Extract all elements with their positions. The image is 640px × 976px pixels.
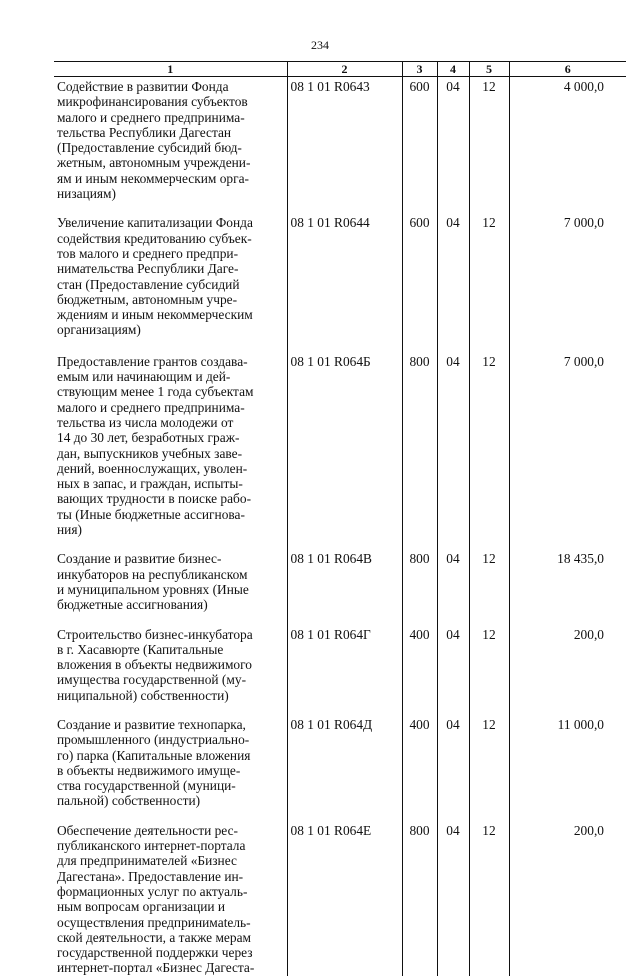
row-col5: 12: [469, 549, 509, 612]
row-code: 08 1 01 R064Б: [287, 352, 402, 538]
column-header: 6: [509, 62, 626, 77]
spacer-cell: [469, 537, 509, 549]
row-code: 08 1 01 R0643: [287, 77, 402, 202]
spacer-cell: [509, 809, 626, 821]
row-code: 08 1 01 R064Е: [287, 821, 402, 976]
table-header-row: [54, 62, 626, 77]
spacer-cell: [402, 809, 437, 821]
row-description: Создание и развитие бизнес- инкубаторов на республиканском и муниципальном уровнях (Иные бюджетные ассигнования): [54, 549, 287, 612]
spacer-cell: [509, 537, 626, 549]
spacer-cell: [54, 338, 287, 352]
column-header: 2: [287, 62, 402, 77]
row-col3: 800: [402, 821, 437, 976]
spacer-cell: [469, 338, 509, 352]
spacer-cell: [437, 537, 469, 549]
row-spacer: [54, 201, 626, 213]
spacer-cell: [402, 537, 437, 549]
spacer-cell: [437, 338, 469, 352]
spacer-cell: [287, 537, 402, 549]
row-col4: 04: [437, 549, 469, 612]
row-amount: 200,0: [509, 821, 626, 976]
row-col3: 600: [402, 213, 437, 337]
column-header: 3: [402, 62, 437, 77]
spacer-cell: [402, 338, 437, 352]
row-code: 08 1 01 R064Г: [287, 625, 402, 703]
page-number: 234: [311, 38, 329, 52]
row-code: 08 1 01 R0644: [287, 213, 402, 337]
row-col5: 12: [469, 77, 509, 202]
spacer-cell: [509, 201, 626, 213]
row-spacer: [54, 338, 626, 352]
row-col3: 800: [402, 549, 437, 612]
table-row: [54, 715, 626, 809]
spacer-cell: [509, 613, 626, 625]
row-col3: 600: [402, 77, 437, 202]
spacer-cell: [287, 201, 402, 213]
budget-table: [54, 61, 626, 976]
row-spacer: [54, 613, 626, 625]
table-row: [54, 352, 626, 538]
row-col5: 12: [469, 213, 509, 337]
row-spacer: [54, 537, 626, 549]
spacer-cell: [469, 201, 509, 213]
spacer-cell: [54, 703, 287, 715]
table-row: [54, 549, 626, 612]
row-spacer: [54, 809, 626, 821]
table-row: [54, 821, 626, 976]
row-code: 08 1 01 R064В: [287, 549, 402, 612]
row-col5: 12: [469, 352, 509, 538]
row-amount: 7 000,0: [509, 213, 626, 337]
row-amount: 7 000,0: [509, 352, 626, 538]
row-col3: 400: [402, 715, 437, 809]
row-col5: 12: [469, 625, 509, 703]
table-row: [54, 77, 626, 202]
column-header: 5: [469, 62, 509, 77]
column-header: 1: [54, 62, 287, 77]
spacer-cell: [54, 201, 287, 213]
spacer-cell: [402, 201, 437, 213]
table-row: [54, 625, 626, 703]
row-col4: 04: [437, 352, 469, 538]
spacer-cell: [402, 613, 437, 625]
spacer-cell: [287, 338, 402, 352]
row-col4: 04: [437, 77, 469, 202]
spacer-cell: [287, 613, 402, 625]
row-amount: 11 000,0: [509, 715, 626, 809]
spacer-cell: [402, 703, 437, 715]
spacer-cell: [469, 613, 509, 625]
row-description: Увеличение капитализации Фонда содействия кредитованию субъек- тов малого и среднего предпри- нимательства Республики Даге- стан (Предоставление субсидий бюджетным, автономным учре- ждениям и иным некоммерческим организациям): [54, 213, 287, 337]
column-header: 4: [437, 62, 469, 77]
spacer-cell: [509, 338, 626, 352]
spacer-cell: [437, 703, 469, 715]
row-col4: 04: [437, 625, 469, 703]
spacer-cell: [287, 809, 402, 821]
table-body: [54, 77, 626, 976]
spacer-cell: [437, 809, 469, 821]
row-col4: 04: [437, 715, 469, 809]
spacer-cell: [54, 537, 287, 549]
row-description: Предоставление грантов создава- емым или начинающим и дей- ствующим менее 1 года субъектам малого и среднего предпринима- тельства из числа молодежи от 14 до 30 лет, безработных граж- дан, выпускников учебных заве- дений, военнослужащих, уволен- ных в запас, и граждан, испыты- вающих трудности в поиске рабо- ты (Иные бюджетные ассигнова- ния): [54, 352, 287, 538]
row-description: Обеспечение деятельности рес- публиканского интернет-портала для предпринимателей «Бизнес Дагестана». Предоставление ин- формационных услуг по актуаль- ным вопросам организации и осуществления предпринимatель- ской деятельности, а также мерам государственной поддержки через интернет-портал «Бизнес Дагеста-: [54, 821, 287, 976]
row-col3: 400: [402, 625, 437, 703]
row-amount: 200,0: [509, 625, 626, 703]
row-description: Содействие в развитии Фонда микрофинансирования субъектов малого и среднего предпринима- тельства Республики Дагестан (Предоставление субсидий бюд- жетным, автономным учреждени- ям и иным некоммерческим орга- низациям): [54, 77, 287, 202]
row-amount: 4 000,0: [509, 77, 626, 202]
spacer-cell: [287, 703, 402, 715]
table-row: [54, 213, 626, 337]
row-col3: 800: [402, 352, 437, 538]
spacer-cell: [54, 809, 287, 821]
spacer-cell: [437, 613, 469, 625]
spacer-cell: [437, 201, 469, 213]
row-description: Создание и развитие технопарка, промышленного (индустриально- го) парка (Капитальные вложения в объекты недвижимого имуще- ства государственной (муници- пальной) собственности): [54, 715, 287, 809]
spacer-cell: [469, 809, 509, 821]
row-code: 08 1 01 R064Д: [287, 715, 402, 809]
spacer-cell: [509, 703, 626, 715]
row-col5: 12: [469, 715, 509, 809]
row-col4: 04: [437, 213, 469, 337]
row-amount: 18 435,0: [509, 549, 626, 612]
row-spacer: [54, 703, 626, 715]
row-description: Строительство бизнес-инкубатора в г. Хасавюрте (Капитальные вложения в объекты недвижимого имущества государственной (му- ниципальной) собственности): [54, 625, 287, 703]
row-col5: 12: [469, 821, 509, 976]
spacer-cell: [469, 703, 509, 715]
spacer-cell: [54, 613, 287, 625]
row-col4: 04: [437, 821, 469, 976]
